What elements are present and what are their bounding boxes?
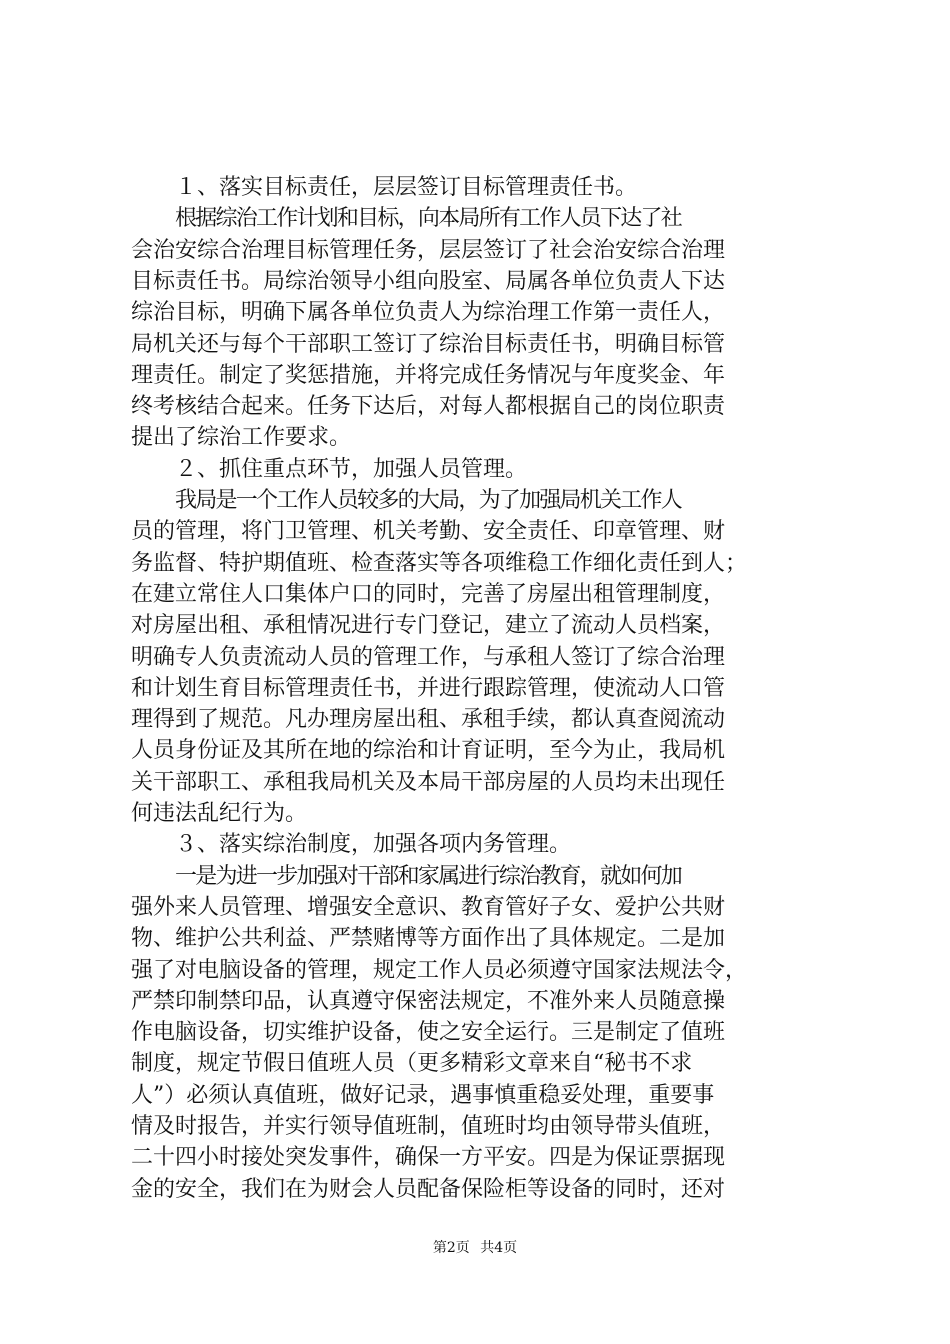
text-line: 目标责任书。局综治领导小组向股室、局属各单位负责人下达: [131, 269, 726, 294]
text-line: １、落实目标责任，层层签订目标管理责任书。: [175, 175, 638, 200]
text-line: 明确专人负责流动人员的管理工作，与承租人签订了综合治理: [131, 645, 726, 670]
text-line: 员的管理，将门卫管理、机关考勤、安全责任、印章管理、财: [131, 519, 726, 544]
text-line: 理责任。制定了奖惩措施，并将完成任务情况与年度奖金、年: [131, 363, 726, 388]
text-line: 综治目标，明确下属各单位负责人为综治理工作第一责任人，: [131, 300, 726, 325]
text-line: 会治安综合治理目标管理任务，层层签订了社会治安综合治理: [131, 238, 726, 263]
text-line: 终考核结合起来。任务下达后，对每人都根据自己的岗位职责: [131, 394, 726, 419]
text-line: 局机关还与每个干部职工签订了综治目标责任书，明确目标管: [131, 332, 726, 357]
text-line: 我局是一个工作人员较多的大局，为了加强局机关工作人: [175, 488, 682, 513]
page-footer: [0, 1238, 950, 1258]
text-line: 强外来人员管理、增强安全意识、教育管好子女、爱护公共财: [131, 895, 726, 920]
text-line: 人”）必须认真值班，做好记录，遇事慎重稳妥处理，重要事: [131, 1083, 715, 1108]
text-line: 根据综治工作计划和目标，向本局所有工作人员下达了社: [175, 206, 682, 231]
text-line: 一是为进一步加强对干部和家属进行综治教育，就如何加: [175, 864, 682, 889]
page-total: 共4页: [480, 1240, 518, 1256]
text-line: 在建立常住人口集体户口的同时，完善了房屋出租管理制度，: [131, 582, 726, 607]
text-line: 二十四小时接处突发事件，确保一方平安。四是为保证票据现: [131, 1145, 726, 1170]
text-line: ３、落实综治制度，加强各项内务管理。: [175, 832, 572, 857]
text-line: 人员身份证及其所在地的综治和计育证明，至今为止，我局机: [131, 738, 726, 763]
text-line: 物、维护公共利益、严禁赌博等方面作出了具体规定。二是加: [131, 926, 726, 951]
text-line: 制度，规定节假日值班人员（更多精彩文章来自“秘书不求: [131, 1051, 693, 1076]
text-line: 严禁印制禁印品，认真遵守保密法规定，不准外来人员随意操: [131, 989, 726, 1014]
text-line: 关干部职工、承租我局机关及本局干部房屋的人员均未出现任: [131, 770, 726, 795]
text-line: 提出了综治工作要求。: [131, 425, 352, 450]
text-line: 务监督、特护期值班、检查落实等各项维稳工作细化责任到人；: [131, 551, 748, 576]
text-line: 作电脑设备，切实维护设备，使之安全运行。三是制定了值班: [131, 1020, 726, 1045]
text-line: 理得到了规范。凡办理房屋出租、承租手续，都认真查阅流动: [131, 707, 726, 732]
text-line: 对房屋出租、承租情况进行专门登记，建立了流动人员档案，: [131, 613, 726, 638]
text-line: ２、抓住重点环节，加强人员管理。: [175, 457, 528, 482]
text-line: 情及时报告，并实行领导值班制，值班时均由领导带头值班，: [131, 1114, 726, 1139]
page-number: 第2页: [432, 1240, 470, 1256]
text-line: 和计划生育目标管理责任书，并进行跟踪管理，使流动人口管: [131, 676, 726, 701]
text-line: 强了对电脑设备的管理，规定工作人员必须遵守国家法规法令，: [131, 958, 748, 983]
text-line: 何违法乱纪行为。: [131, 801, 308, 826]
text-line: 金的安全，我们在为财会人员配备保险柜等设备的同时，还对: [131, 1177, 726, 1202]
